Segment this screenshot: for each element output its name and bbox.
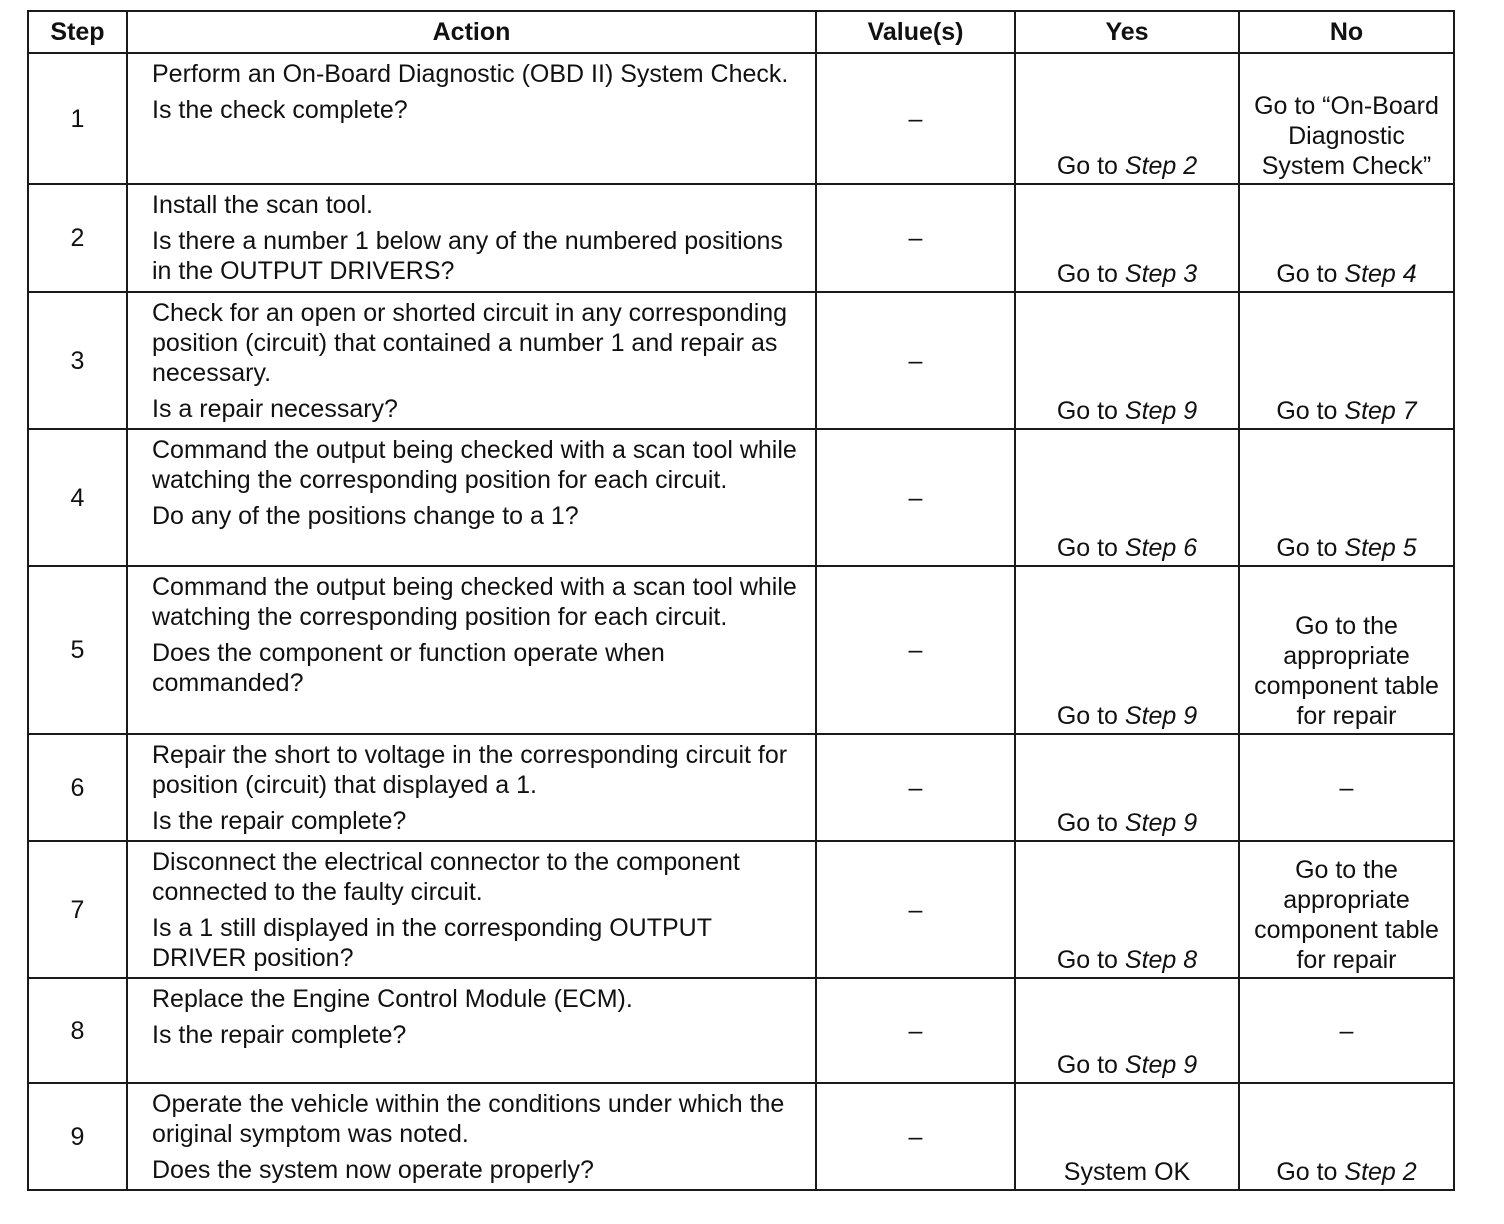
no-cell-step-ref: Step 5	[1344, 534, 1417, 562]
no-cell-text: Go to the appropriate component table for repair	[1254, 612, 1439, 730]
action-cell	[127, 734, 816, 841]
value-cell: –	[816, 1083, 1015, 1190]
yes-cell	[1015, 184, 1239, 292]
yes-cell-prefix: Go to	[1056, 397, 1125, 425]
step-number: 1	[28, 53, 127, 184]
step-number: 3	[28, 292, 127, 429]
action-cell	[127, 841, 816, 978]
table-body	[28, 53, 1454, 1190]
no-cell-text: Go to the appropriate component table for repair	[1254, 856, 1439, 974]
no-cell	[1239, 53, 1454, 184]
action-cell	[127, 566, 816, 734]
yes-cell-step-ref: Step 8	[1124, 946, 1198, 974]
no-cell	[1239, 566, 1454, 734]
no-cell-prefix: Go to	[1276, 397, 1345, 425]
yes-cell-prefix: Go to	[1056, 152, 1125, 180]
action-question: Is the check complete?	[152, 96, 408, 124]
no-cell-prefix: Go to	[1276, 1158, 1345, 1186]
action-instruction: Perform an On-Board Diagnostic (OBD II) System Check.	[152, 60, 789, 88]
no-cell-prefix: Go to	[1276, 260, 1345, 288]
action-instruction: Command the output being checked with a scan tool while watching the corresponding position for each circuit.	[152, 436, 797, 494]
action-cell	[127, 429, 816, 566]
no-cell-step-ref: Step 4	[1344, 260, 1417, 288]
value-cell: –	[816, 841, 1015, 978]
value-cell: –	[816, 53, 1015, 184]
header-values: Value(s)	[816, 11, 1015, 53]
value-cell: –	[816, 292, 1015, 429]
action-question: Is a 1 still displayed in the corresponding OUTPUT DRIVER position?	[152, 914, 712, 972]
yes-cell	[1015, 566, 1239, 734]
step-number: 7	[28, 841, 127, 978]
no-cell-step-ref: Step 7	[1344, 397, 1417, 425]
no-cell-step-ref: Step 2	[1344, 1158, 1417, 1186]
table-header	[28, 11, 1454, 53]
yes-cell-text: System OK	[1063, 1158, 1191, 1186]
no-cell	[1239, 184, 1454, 292]
action-cell	[127, 978, 816, 1083]
yes-cell-prefix: Go to	[1056, 1051, 1125, 1079]
table-row	[28, 566, 1454, 734]
action-cell	[127, 292, 816, 429]
step-number: 6	[28, 734, 127, 841]
action-question: Does the system now operate properly?	[152, 1156, 594, 1184]
yes-cell-step-ref: Step 2	[1124, 152, 1198, 180]
action-cell	[127, 53, 816, 184]
yes-cell-prefix: Go to	[1056, 809, 1125, 837]
action-instruction: Replace the Engine Control Module (ECM).	[152, 985, 633, 1013]
action-instruction: Check for an open or shorted circuit in any corresponding position (circuit) that contained a number 1 and repair as necessary.	[152, 299, 788, 387]
yes-cell	[1015, 978, 1239, 1083]
action-question: Does the component or function operate when commanded?	[152, 639, 665, 697]
action-question: Is there a number 1 below any of the numbered positions in the OUTPUT DRIVERS?	[152, 227, 783, 285]
table-row	[28, 429, 1454, 566]
header-yes: Yes	[1015, 11, 1239, 53]
table-row	[28, 978, 1454, 1083]
action-instruction: Command the output being checked with a scan tool while watching the corresponding position for each circuit.	[152, 573, 797, 631]
yes-cell-step-ref: Step 6	[1124, 534, 1198, 562]
table-row	[28, 734, 1454, 841]
value-cell: –	[816, 184, 1015, 292]
header-no: No	[1239, 11, 1454, 53]
table-row	[28, 53, 1454, 184]
yes-cell	[1015, 841, 1239, 978]
step-number: 2	[28, 184, 127, 292]
yes-cell-step-ref: Step 9	[1124, 702, 1198, 730]
yes-cell-step-ref: Step 9	[1124, 809, 1198, 837]
value-cell: –	[816, 566, 1015, 734]
value-cell: –	[816, 429, 1015, 566]
header-action: Action	[127, 11, 816, 53]
yes-cell	[1015, 292, 1239, 429]
action-cell	[127, 1083, 816, 1190]
table-row	[28, 841, 1454, 978]
yes-cell	[1015, 53, 1239, 184]
no-cell	[1239, 1083, 1454, 1190]
diagnostic-table	[27, 10, 1455, 1191]
yes-cell-prefix: Go to	[1056, 702, 1125, 730]
value-cell: –	[816, 978, 1015, 1083]
table-row	[28, 1083, 1454, 1190]
yes-cell-step-ref: Step 9	[1124, 397, 1198, 425]
no-cell	[1239, 978, 1454, 1083]
table-row	[28, 184, 1454, 292]
no-cell-text: Go to “On-Board Diagnostic System Check”	[1254, 92, 1439, 180]
no-cell-text: –	[1339, 773, 1354, 802]
action-instruction: Disconnect the electrical connector to the component connected to the faulty circuit.	[152, 848, 740, 906]
no-cell	[1239, 734, 1454, 841]
yes-cell-prefix: Go to	[1056, 260, 1125, 288]
yes-cell	[1015, 429, 1239, 566]
header-step: Step	[28, 11, 127, 53]
no-cell-prefix: Go to	[1276, 534, 1345, 562]
action-instruction: Operate the vehicle within the conditions under which the original symptom was noted.	[152, 1090, 785, 1148]
no-cell	[1239, 429, 1454, 566]
step-number: 9	[28, 1083, 127, 1190]
action-instruction: Repair the short to voltage in the corresponding circuit for position (circuit) that displayed a 1.	[152, 741, 788, 799]
step-number: 4	[28, 429, 127, 566]
action-instruction: Install the scan tool.	[152, 191, 373, 219]
yes-cell-prefix: Go to	[1056, 534, 1125, 562]
action-cell	[127, 184, 816, 292]
yes-cell	[1015, 1083, 1239, 1190]
no-cell	[1239, 292, 1454, 429]
step-number: 8	[28, 978, 127, 1083]
yes-cell-step-ref: Step 3	[1124, 260, 1198, 288]
action-question: Do any of the positions change to a 1?	[152, 502, 579, 530]
yes-cell-step-ref: Step 9	[1124, 1051, 1198, 1079]
yes-cell	[1015, 734, 1239, 841]
step-number: 5	[28, 566, 127, 734]
action-question: Is a repair necessary?	[152, 395, 398, 423]
no-cell-text: –	[1339, 1016, 1354, 1045]
action-question: Is the repair complete?	[152, 807, 407, 835]
table-row	[28, 292, 1454, 429]
action-question: Is the repair complete?	[152, 1021, 407, 1049]
value-cell: –	[816, 734, 1015, 841]
no-cell	[1239, 841, 1454, 978]
header-row	[28, 11, 1454, 53]
yes-cell-prefix: Go to	[1056, 946, 1125, 974]
